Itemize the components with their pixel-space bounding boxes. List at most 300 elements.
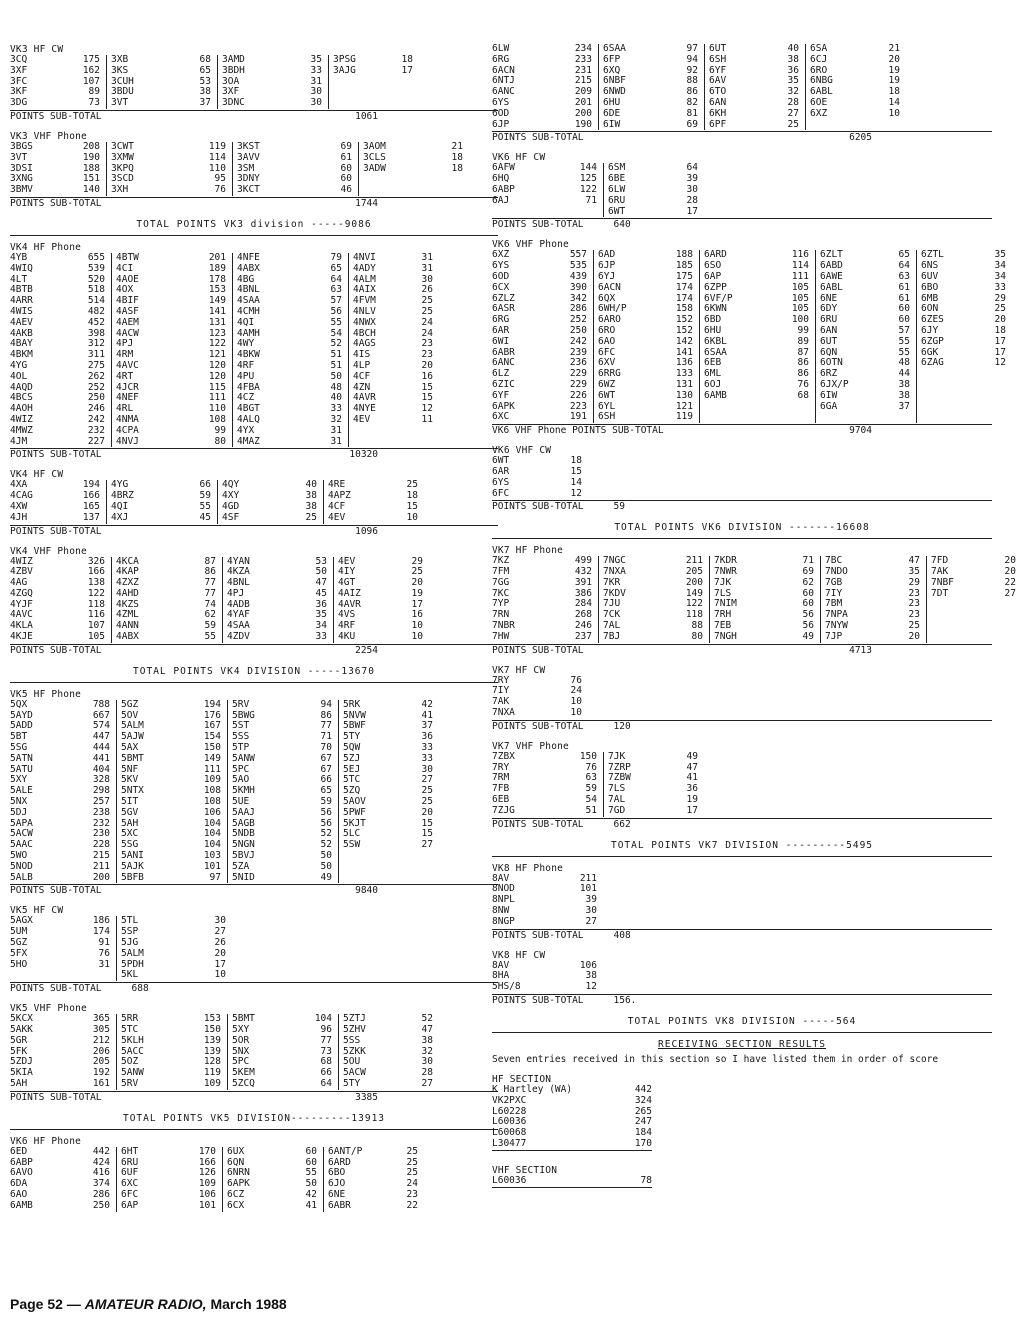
callsign: 6RG [492,53,510,65]
points: 25 [787,118,799,130]
score-grid [10,557,498,643]
points: 55 [305,1167,317,1179]
callsign: 4BGT [237,403,260,415]
points: 97 [209,871,221,883]
callsign: 7JK [714,576,732,588]
points: 228 [92,839,110,851]
callsign: 4EV [328,511,346,523]
callsign: 6OE [810,96,828,108]
callsign: 5ZCQ [232,1077,255,1089]
score-column [10,253,111,447]
callsign: 5ZTJ [343,1013,366,1025]
points-subtotal [10,982,498,995]
points: 82 [686,96,698,108]
points: 227 [87,435,105,447]
callsign: 5JG [121,937,139,949]
points: 108 [203,785,221,797]
score-section [492,545,1016,656]
points: 107 [82,75,100,87]
callsign: 4BKM [10,349,33,361]
score-entry [116,264,232,275]
points: 250 [569,324,587,336]
subtotal-label: POINTS SUB-TOTAL [10,110,102,122]
callsign: 6AFW [492,162,515,174]
points: 10 [570,707,582,719]
score-entry [121,949,232,960]
callsign: 6UX [227,1145,245,1157]
points: 50 [320,860,332,872]
subtotal-value: 2254 [355,644,378,656]
section-title: VK5 HF CW [10,905,64,917]
score-entry [603,55,704,66]
points: 68 [199,54,211,65]
callsign: 5NGN [232,839,255,851]
score-section [10,44,498,123]
callsign: 6AV [709,75,727,87]
callsign: 6NTJ [492,75,515,87]
points: 432 [574,566,592,578]
callsign: 3KS [111,64,129,76]
points: 116 [87,609,105,621]
callsign: 6ZLZ [492,292,515,304]
division-total: TOTAL POINTS VK8 DIVISION -----564 [492,1015,992,1033]
callsign: 6CX [227,1199,245,1211]
points: 25 [421,796,433,808]
callsign: 4NYE [353,403,376,415]
points: 74 [204,598,216,610]
callsign: 7NBR [492,620,515,632]
callsign: 3XH [111,184,129,196]
points: 252 [569,314,587,326]
points: 326 [87,555,105,567]
callsign: 5HO [10,958,28,970]
callsign: 5KMH [232,785,255,797]
score-entry [492,109,598,120]
score-entry [709,55,805,66]
callsign: 3XB [111,54,129,65]
callsign: 4ZML [116,609,139,621]
callsign: 6UT [709,43,727,54]
callsign: 5RV [232,698,250,710]
callsign: 4ALQ [237,413,260,425]
score-grid [10,1014,498,1090]
points: 28 [787,96,799,108]
points: 114 [208,151,226,163]
points: 54 [585,794,597,806]
callsign: 6NBG [810,75,833,87]
callsign: 3PSG [333,54,356,65]
score-entry [492,982,603,993]
callsign: 4EV [353,413,371,425]
points: 150 [579,750,597,762]
points: 231 [574,64,592,76]
callsign: 7AL [608,794,626,806]
callsign: 5AGX [10,915,33,927]
result-row [492,1176,652,1187]
score-entry [353,264,439,275]
callsign: 5RR [121,1013,139,1025]
callsign: 4JCR [116,381,139,393]
points: 39 [686,173,698,185]
subtotal-value: 9840 [355,885,378,897]
points: 20 [1004,566,1016,578]
callsign: 4ZBV [10,566,33,578]
callsign: 5BVJ [232,850,255,862]
score-entry [343,1079,439,1090]
page-footer [10,1296,287,1312]
callsign: 6KH [709,107,727,119]
callsign: 7LS [608,783,626,795]
callsign: 6MB [921,292,939,304]
score-entry [10,1079,116,1090]
callsign: 4CMH [237,305,260,317]
callsign: 6CX [492,281,510,293]
callsign: 6AJ [492,194,510,206]
points: 122 [208,338,226,350]
callsign: 7JK [608,750,626,762]
score-section [10,131,498,210]
points: 118 [87,598,105,610]
points: 116 [791,249,809,261]
score-entry [10,153,106,164]
callsign: 7GG [492,576,510,588]
points: 12 [585,981,597,993]
points: 18 [451,151,463,163]
callsign: 5GR [10,1034,28,1046]
score-column [323,480,424,523]
points: 27 [1004,587,1016,599]
callsign: 4APZ [328,490,351,502]
points: 211 [92,860,110,872]
callsign: 5AAC [10,839,33,851]
points: 45 [315,587,327,599]
callsign: 5ZKK [343,1045,366,1057]
points: 20 [994,314,1006,326]
callsign: 4KJE [10,631,33,643]
points: 518 [87,284,105,296]
callsign: 5NVW [343,709,366,721]
points: 499 [574,555,592,567]
callsign: 6FC [492,487,510,499]
callsign: 5NTX [121,785,144,797]
points: 149 [685,587,703,599]
callsign: 5OR [232,1034,250,1046]
callsign: 7AK [931,566,949,578]
points: 119 [203,1067,221,1079]
callsign: 4AVC [116,359,139,371]
points: 57 [330,295,342,307]
points: 106 [198,1188,216,1200]
callsign: 3CUH [111,75,134,87]
score-entry [227,1147,323,1158]
points: 424 [92,1156,110,1168]
callsign: 5PC [232,763,250,775]
points: 42 [305,1188,317,1200]
callsign: 6NBF [603,75,626,87]
subtotal-label: POINTS SUB-TOTAL [10,197,102,209]
callsign: 3SCD [111,173,134,185]
section-title: VK5 HF Phone [10,688,82,700]
callsign: 4WY [237,338,255,350]
points: 139 [203,1034,221,1046]
callsign: 5AH [10,1077,28,1089]
points: 230 [92,828,110,840]
points: 200 [92,871,110,883]
callsign: 6DE [603,107,621,119]
callsign: 6ANC [492,86,515,98]
score-entry [237,372,348,383]
callsign: 4XA [10,479,28,491]
score-column [10,142,106,196]
points: 31 [421,251,433,263]
points: 60 [802,587,814,599]
score-entry [353,318,439,329]
points: 68 [797,389,809,401]
callsign: 3DNY [237,173,260,185]
callsign: 6LW [492,43,510,54]
points: 19 [888,75,900,87]
points: 91 [98,937,110,949]
score-column [232,142,358,196]
score-section [10,546,498,657]
score-section [492,741,992,831]
points: 30 [310,97,322,109]
subtotal-value: 6205 [849,132,872,144]
score-section [10,1003,498,1104]
points: 788 [92,698,110,710]
points: 120 [208,359,226,371]
callsign: 4CPA [116,424,139,436]
points: 205 [92,1056,110,1068]
points: 87 [797,346,809,358]
points: 60 [898,314,910,326]
callsign: 6UF [121,1167,139,1179]
points: 88 [686,75,698,87]
callsign: 5OZ [121,1056,139,1068]
callsign: 7RY [492,674,510,686]
points: 60 [340,162,352,174]
score-entry [363,164,469,175]
callsign: 7NPA [825,609,848,621]
callsign: 6ABL [820,281,843,293]
callsign: 7RN [492,609,510,621]
points: 30 [214,915,226,927]
score-section [492,445,992,513]
score-grid [10,142,498,196]
callsign: 4KCA [116,555,139,567]
points: 250 [92,1199,110,1211]
callsign: 6FC [121,1188,139,1200]
callsign: 5KCX [10,1013,33,1025]
score-entry [820,337,916,348]
callsign: 6AO [598,335,616,347]
callsign: 7NGH [714,630,737,642]
subtotal-label: POINTS SUB-TOTAL [10,449,102,461]
callsign: 5UM [10,926,28,938]
callsign: 4CF [353,370,371,382]
division-total: TOTAL POINTS VK5 DIVISION---------13913 [10,1112,498,1130]
callsign: 6WZ [598,378,616,390]
points-subtotal [492,218,992,231]
callsign: 5TP [232,742,250,754]
score-entry [492,806,603,817]
points: 110 [208,162,226,174]
points: 25 [406,479,418,491]
score-column [328,55,419,109]
points: 61 [898,292,910,304]
callsign: 6AMB [10,1199,33,1211]
points: 111 [208,392,226,404]
points: 17 [994,335,1006,347]
callsign: 3VT [111,97,129,109]
callsign: 4OL [10,370,28,382]
result-row [492,1139,652,1150]
points: 88 [691,620,703,632]
callsign: 5ANI [121,850,144,862]
points: 60 [898,303,910,315]
points: 23 [908,598,920,610]
points: 188 [675,249,693,261]
score-entry [598,283,699,294]
points: 63 [898,270,910,282]
score-column [348,253,439,447]
score-grid [492,163,992,217]
points: 60 [305,1156,317,1168]
section-title: VK7 HF CW [492,664,546,676]
callsign: 4ZGQ [10,587,33,599]
callsign: 5NDB [232,828,255,840]
points: 25 [406,1167,418,1179]
callsign: 7FD [931,555,949,567]
callsign: 6FC [598,346,616,358]
callsign: 6SM [608,162,626,174]
callsign: 7RM [492,772,510,784]
points: 100 [791,314,809,326]
callsign: 4RL [116,403,134,415]
score-section [492,152,992,231]
callsign: 5SS [232,731,250,743]
callsign: 4WIZ [10,413,33,425]
score-entry [227,1201,323,1212]
points: 33 [994,281,1006,293]
points: 29 [411,555,423,567]
score-column [492,752,603,817]
points: 175 [675,270,693,282]
subtotal-value: 4713 [849,644,872,656]
score-entry [237,185,358,196]
points: 25 [421,295,433,307]
points: 47 [908,555,920,567]
callsign: 5NX [232,1045,250,1057]
callsign: 4CF [328,500,346,512]
points: 105 [791,303,809,315]
callsign: 7GD [608,804,626,816]
callsign: 4QI [237,316,255,328]
callsign: 4KZA [227,566,250,578]
points: 60 [340,173,352,185]
score-entry [333,66,419,77]
callsign: 5QX [10,698,28,710]
points: 109 [203,774,221,786]
points: 27 [421,1077,433,1089]
subtotal-label: POINTS SUB-TOTAL [10,644,102,656]
callsign: 4AOH [10,403,33,415]
points: 30 [585,905,597,917]
callsign: 7KR [603,576,621,588]
callsign: 6YL [598,400,616,412]
points: 38 [585,970,597,982]
points: 50 [305,1178,317,1190]
callsign: 6ARD [704,249,727,261]
callsign: 5GZ [121,698,139,710]
points: 237 [574,630,592,642]
points: 239 [569,346,587,358]
callsign: 7NBF [931,576,954,588]
callsign: 6ACN [598,281,621,293]
score-entry [121,1147,222,1158]
callsign: 4RM [116,349,134,361]
spacer [492,733,992,741]
callsign: 4XJ [111,511,129,523]
callsign: 7NXA [603,566,626,578]
points: 252 [87,381,105,393]
points: 452 [87,316,105,328]
callsign: 4BNL [237,284,260,296]
callsign: 6TO [709,86,727,98]
points: 152 [675,314,693,326]
points: 38 [898,389,910,401]
points: 122 [87,587,105,599]
callsign: 4YG [111,479,129,491]
score-column [10,557,111,643]
points: 35 [315,609,327,621]
callsign: 4NVI [353,251,376,263]
spacer [10,538,498,546]
callsign: 5GZ [10,937,28,949]
callsign: 4KZS [116,598,139,610]
callsign: 4GT [338,577,356,589]
points: 40 [787,43,799,54]
points: 31 [330,424,342,436]
footer-magazine: AMATEUR RADIO, [84,1296,207,1312]
callsign: 7KC [492,587,510,599]
score-column [217,55,328,109]
callsign: 7ZBW [608,772,631,784]
points: 232 [87,424,105,436]
score-entry [338,632,429,643]
callsign: 3DG [10,97,28,109]
callsign: 3VT [10,151,28,163]
points: 89 [797,335,809,347]
points: 118 [685,609,703,621]
score-entry [603,632,709,643]
points: 16 [421,370,433,382]
points: 33 [421,742,433,754]
callsign: 5ZA [232,860,250,872]
score-entry [328,513,424,524]
score-entry [111,98,217,109]
points: 55 [898,335,910,347]
callsign: 6APK [227,1178,250,1190]
points: 189 [208,262,226,274]
points: 76 [797,378,809,390]
callsign: 4ZDV [227,631,250,643]
callsign: 6RO [810,64,828,76]
callsign: 4ACW [116,327,139,339]
section-title: VK7 HF Phone [492,545,564,557]
points: 53 [199,75,211,87]
callsign: 5RV [121,1077,139,1089]
